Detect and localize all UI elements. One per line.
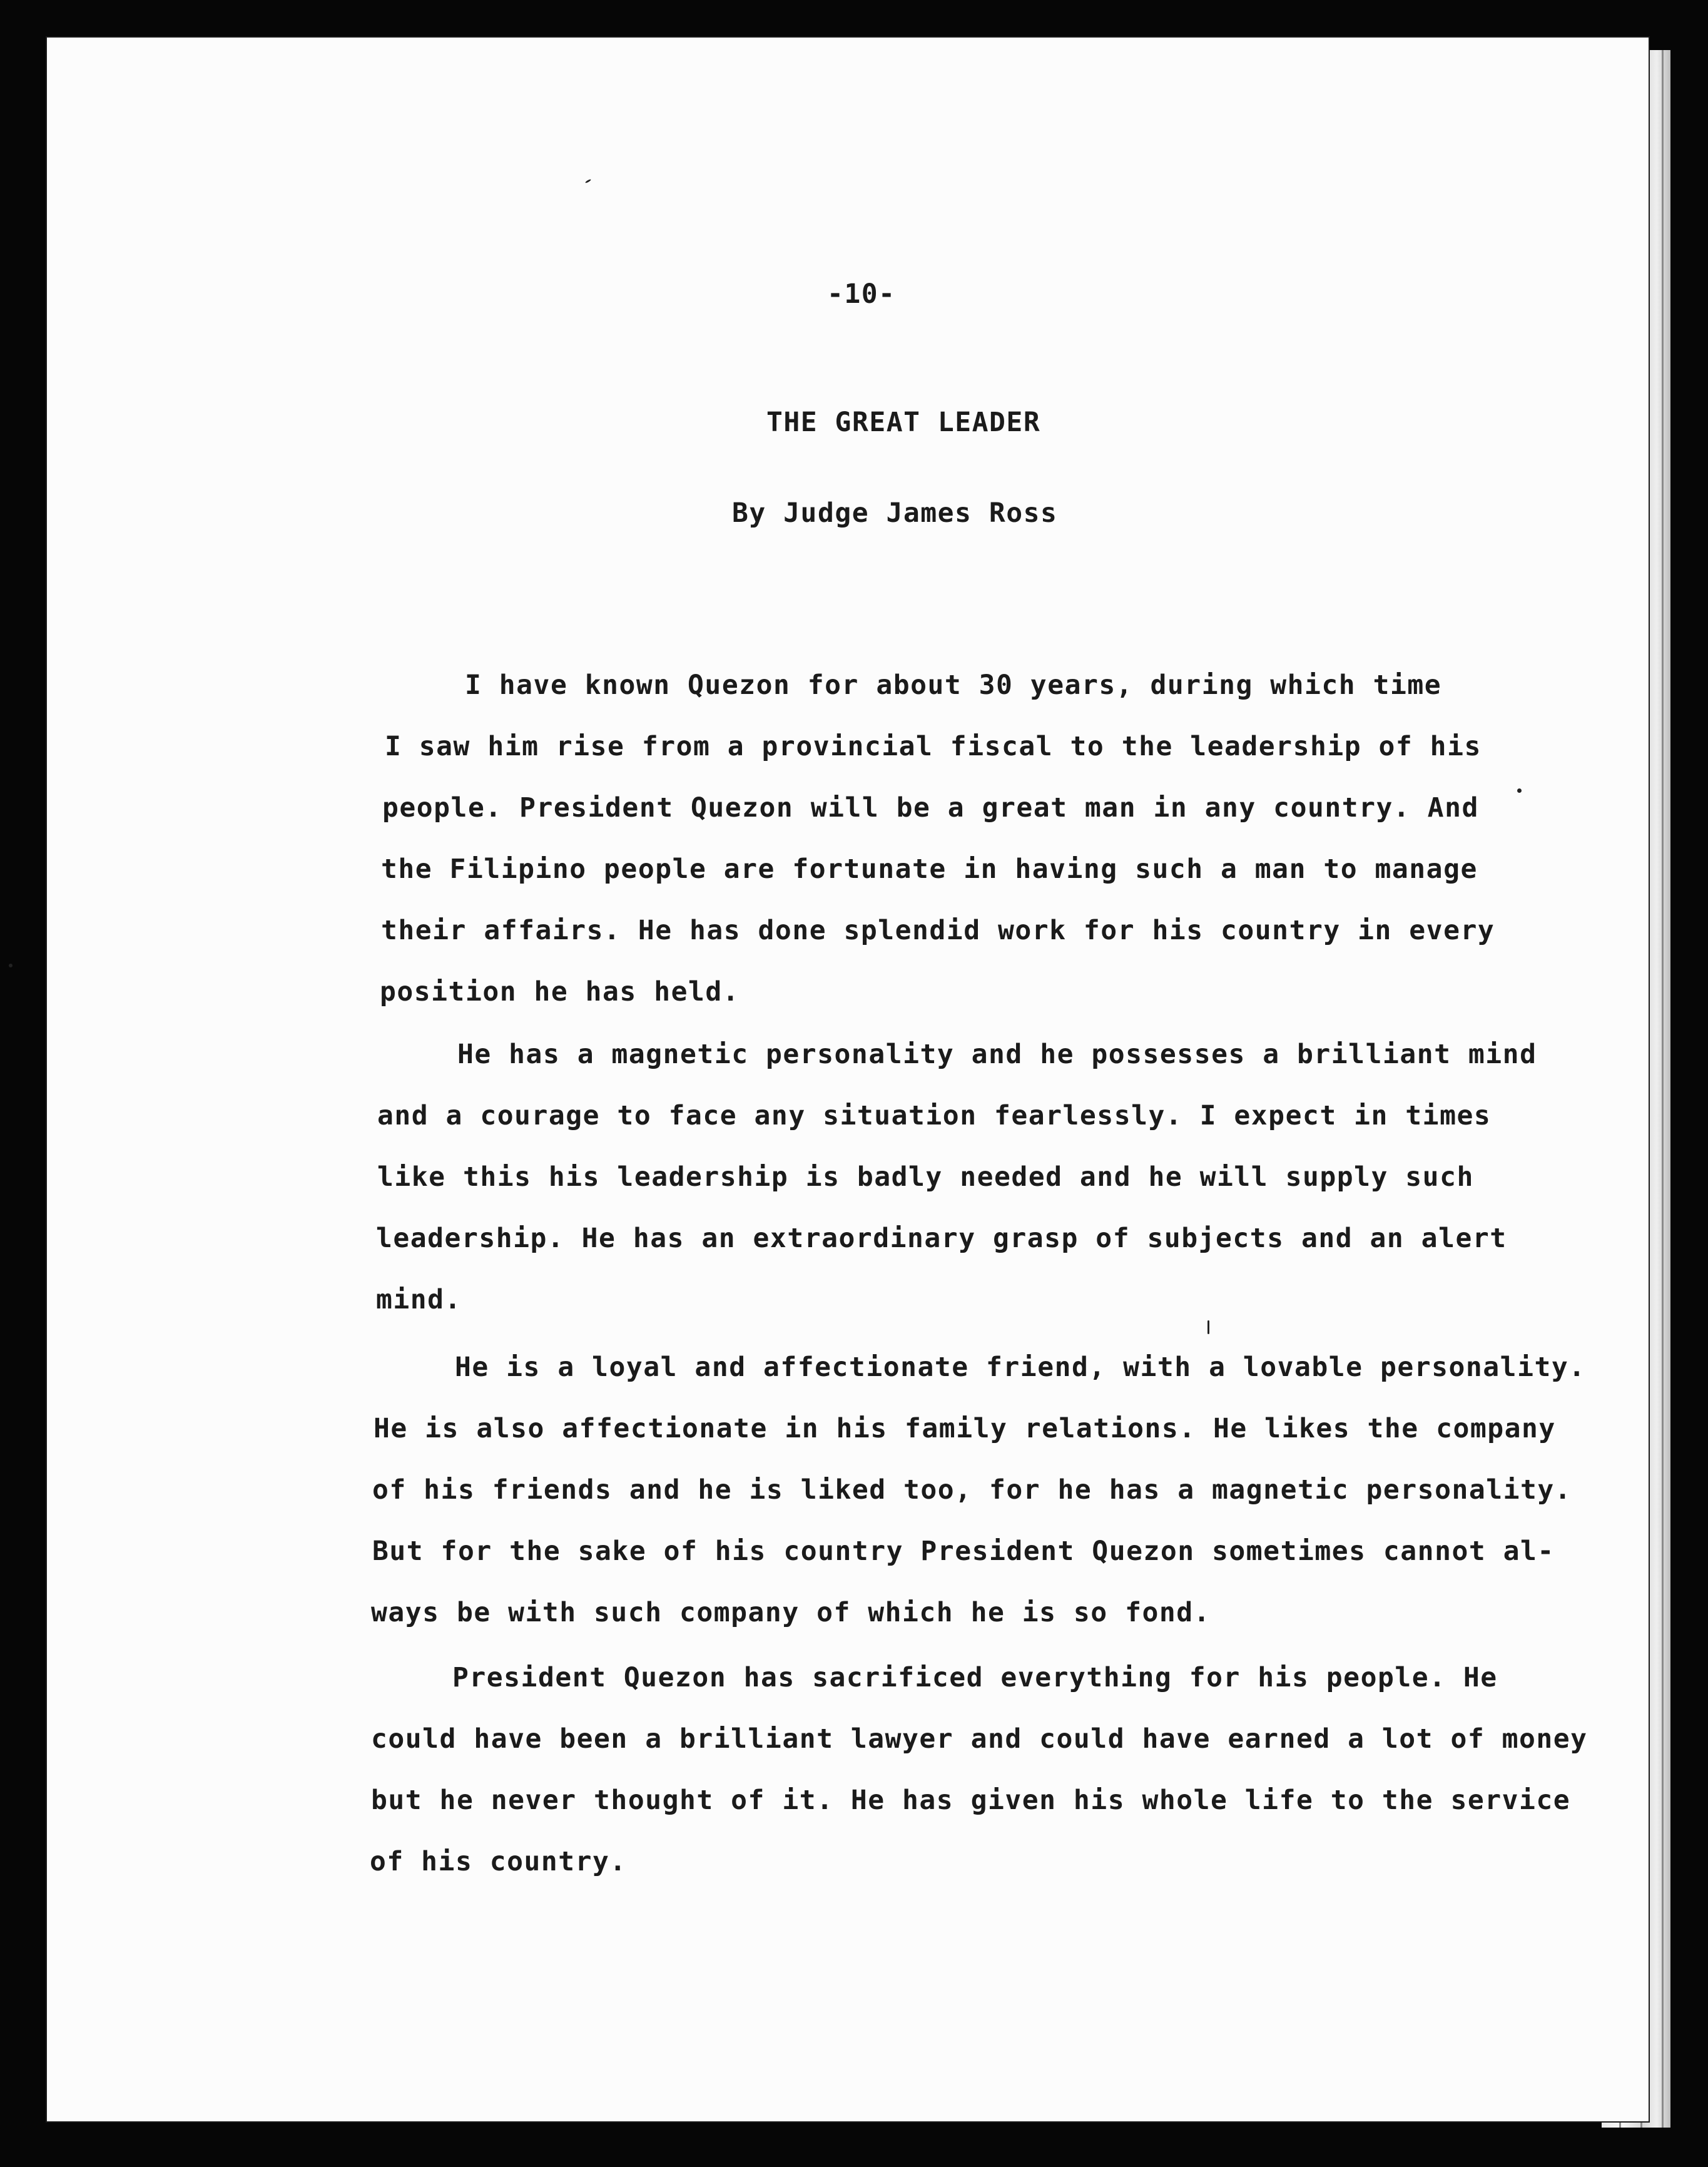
ink-speck [1517,788,1522,793]
body-line: like this his leadership is badly needed and he will supply such [377,1161,1474,1193]
body-line: ways be with such company of which he is so fond. [371,1597,1211,1628]
typed-page [47,38,1649,2121]
body-line: their affairs. He has done splendid work for his country in every [381,915,1495,946]
ink-speck [585,179,591,184]
ink-speck [9,964,13,967]
page-number: -10- [827,278,896,310]
body-line: people. President Quezon will be a great man in any country. And [382,792,1479,823]
body-line: leadership. He has an extraordinary grasp of subjects and an alert [376,1223,1507,1254]
body-line: He is a loyal and affectionate friend, with a lovable personality. [455,1352,1586,1383]
body-line: the Filipino people are fortunate in having such a man to manage [381,854,1478,885]
author-byline: By Judge James Ross [732,497,1058,529]
body-line: He is also affectionate in his family relations. He likes the company [374,1413,1556,1444]
body-line: mind. [376,1284,462,1315]
ink-speck [1207,1320,1209,1334]
body-line: I saw him rise from a provincial fiscal to the leadership of his [385,731,1482,762]
body-line: but he never thought of it. He has given his whole life to the service [371,1785,1571,1816]
body-line: President Quezon has sacrificed everything for his people. He [452,1662,1498,1693]
document-title: THE GREAT LEADER [766,407,1041,438]
body-line: of his friends and he is liked too, for he has a magnetic personality. [372,1474,1572,1506]
body-line: of his country. [370,1846,627,1877]
body-line: He has a magnetic personality and he possesses a brilliant mind [457,1039,1537,1070]
body-line: could have been a brilliant lawyer and could have earned a lot of money [371,1723,1588,1755]
body-line: position he has held. [380,976,740,1007]
body-line: I have known Quezon for about 30 years, during which time [465,670,1442,701]
body-line: and a courage to face any situation fearlessly. I expect in times [377,1100,1492,1131]
body-line: But for the sake of his country President Quezon sometimes cannot al- [372,1536,1555,1567]
